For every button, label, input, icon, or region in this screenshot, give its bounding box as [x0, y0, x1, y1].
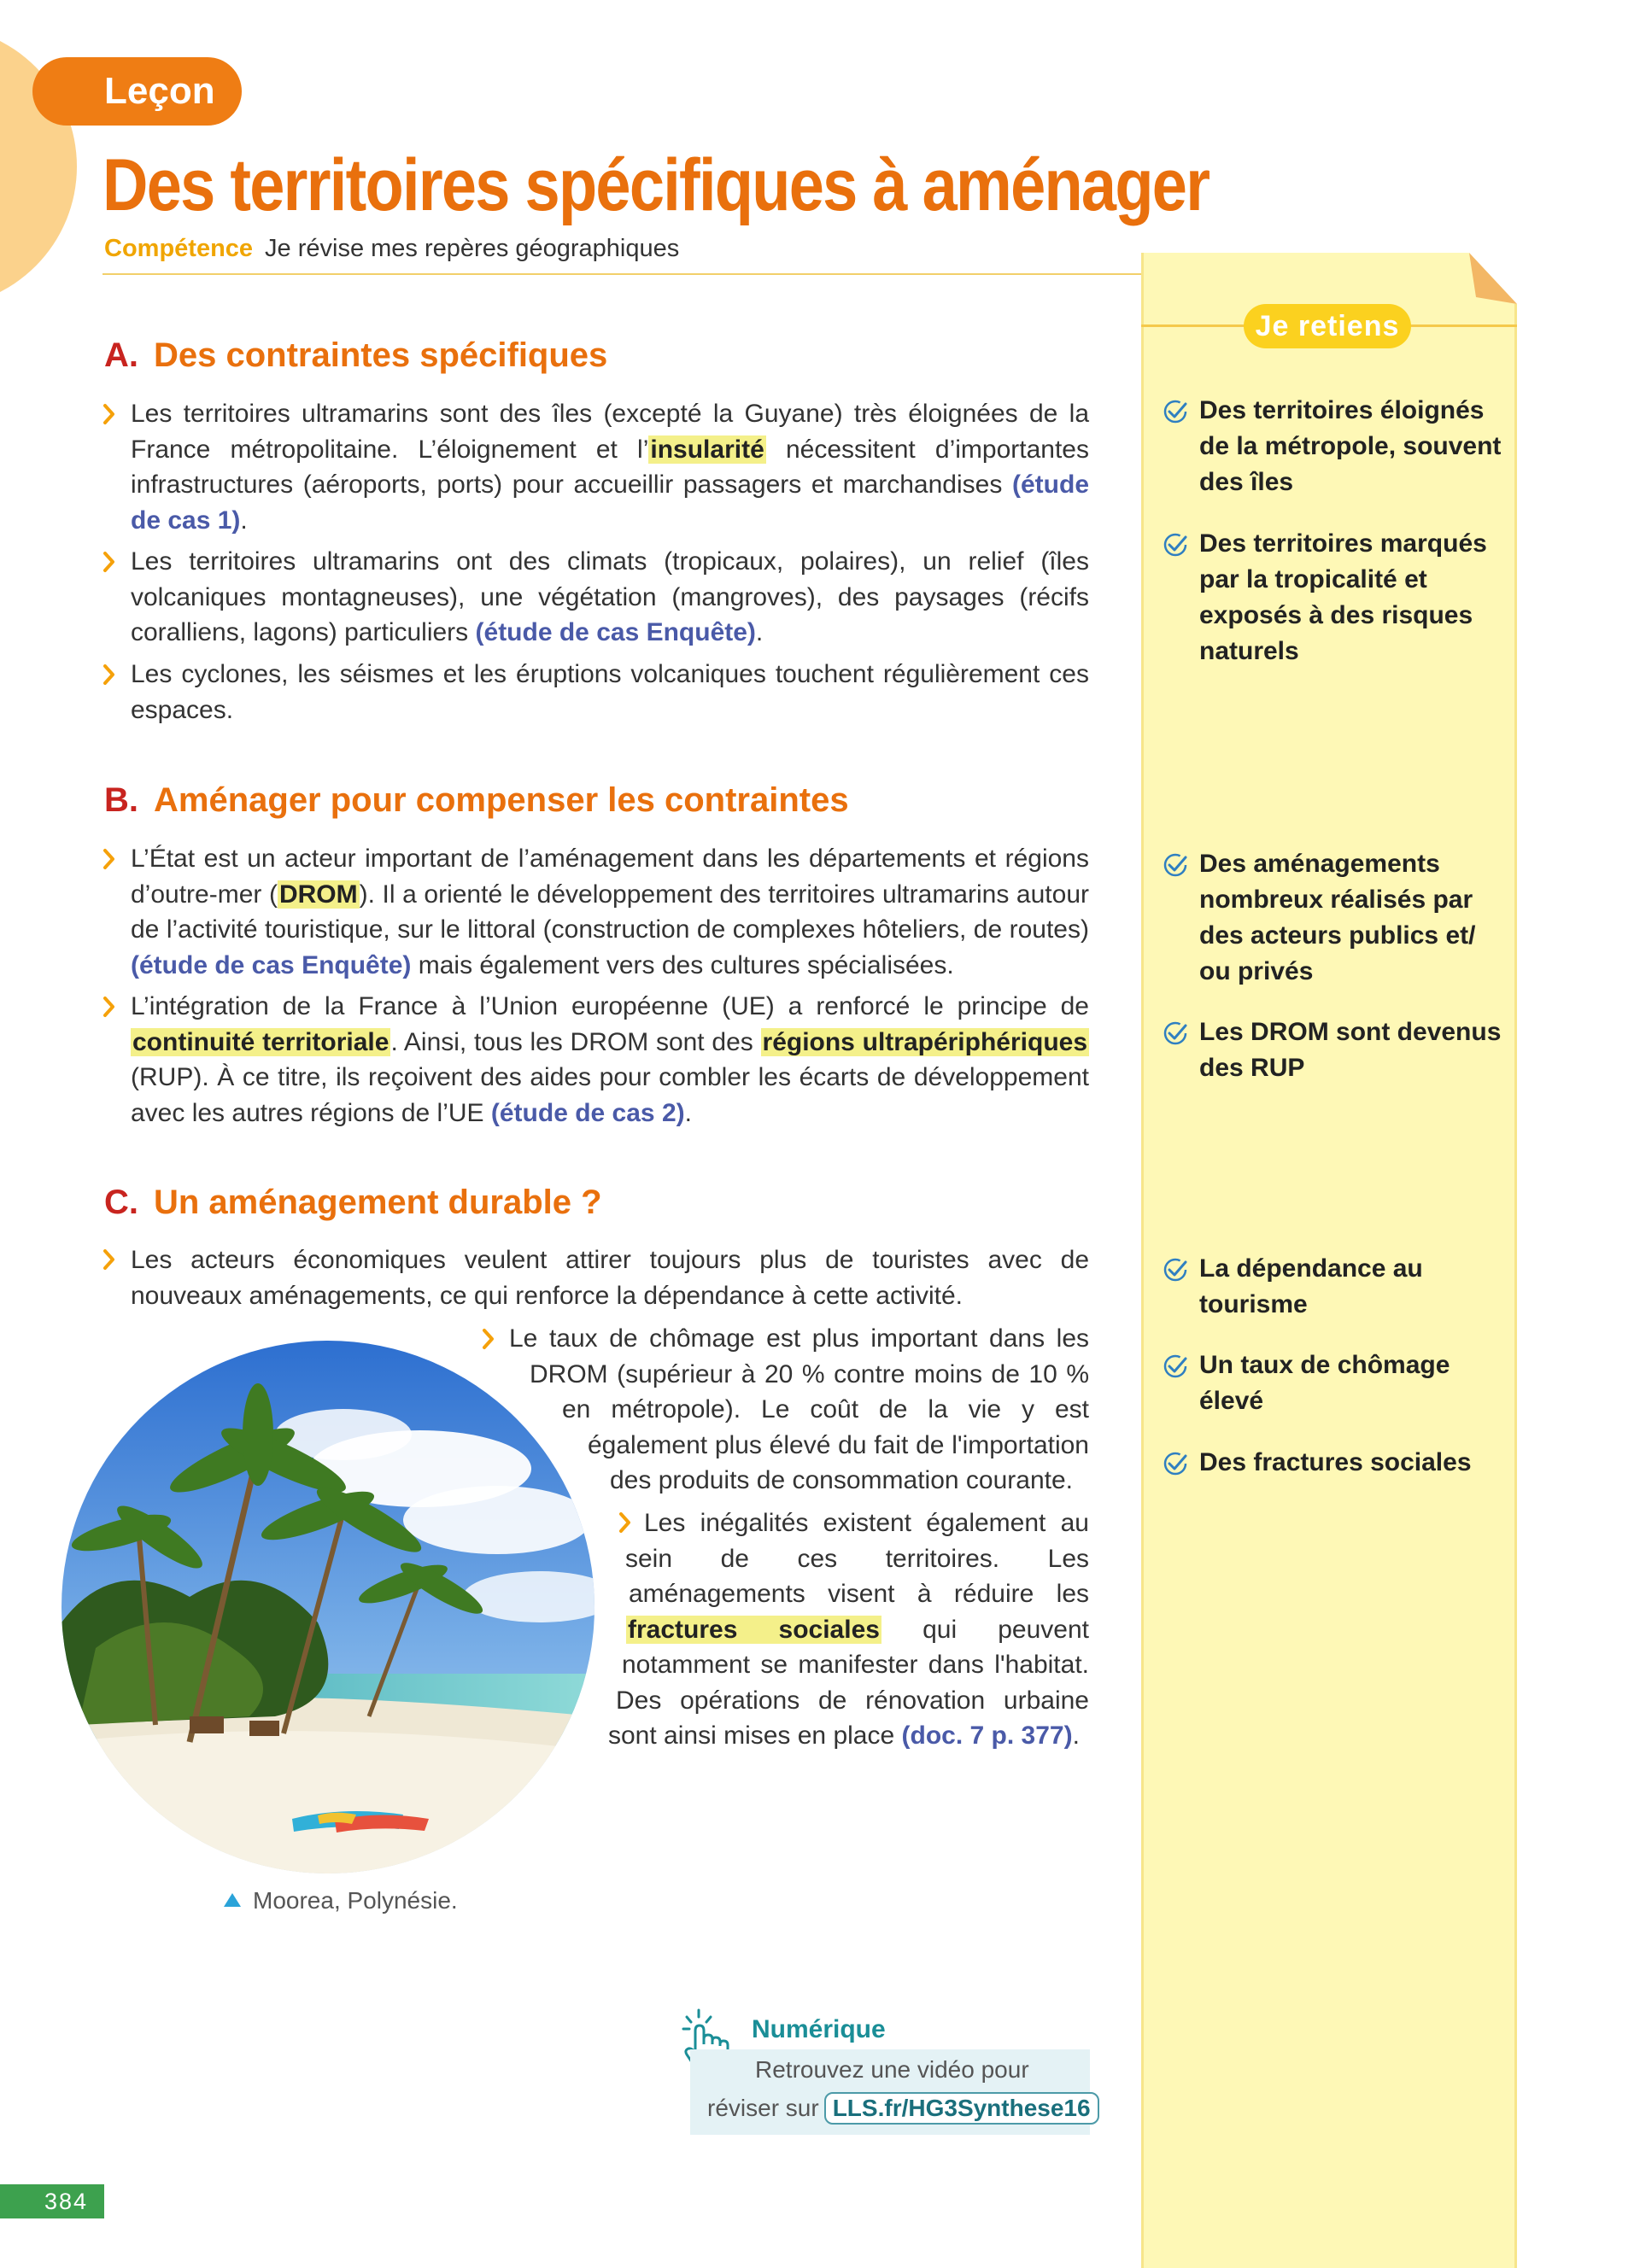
retiens-item-text: Des fractures sociales — [1199, 1448, 1472, 1476]
retiens-item — [1162, 393, 1503, 500]
section-title: Un aménagement durable ? — [154, 1184, 602, 1221]
paragraph: Les territoires ultramarins sont des îles (excepté la Guyane) très éloignées de la France métropolitaine. L’éloignement et l’insularité nécessitent d’importantes infrastructures (aéroports, ports) pour accueillir passagers et marchandises (étude de cas 1). — [131, 400, 1089, 535]
check-icon — [1162, 1450, 1189, 1477]
numerique-text: Retrouvez une vidéo pour — [755, 2056, 1029, 2083]
retiens-item-text: Un taux de chômage élevé — [1199, 1351, 1450, 1415]
reference-link[interactable]: (étude de cas Enquête) — [131, 950, 412, 979]
page-title: Des territoires spécifiques à aménager — [102, 144, 1210, 226]
reference-link[interactable]: (étude de cas Enquête) — [475, 618, 756, 646]
check-icon — [1162, 1020, 1189, 1047]
je-retiens-badge: Je retiens — [1244, 304, 1411, 348]
section-title: Des contraintes spécifiques — [154, 336, 608, 374]
beach-photo — [62, 1341, 594, 1873]
retiens-item-text: Des territoires éloignés de la métropole, souvent des îles — [1199, 396, 1502, 496]
competence-line — [104, 235, 679, 263]
paragraph: Les acteurs économiques veulent attirer toujours plus de touristes avec de nouveaux aménagements, ce qui renforce la dépendance à cette activité. — [131, 1246, 1089, 1310]
numerique-text-2: réviser sur LLS.fr/HG3Synthese16 — [707, 2092, 1099, 2125]
header-divider — [102, 273, 1145, 275]
section-letter: C. — [104, 1184, 138, 1221]
retiens-item-text: Les DROM sont devenus des RUP — [1199, 1018, 1502, 1082]
triangle-icon — [224, 1893, 241, 1907]
paragraph: L’intégration de la France à l’Union européenne (UE) a renforcé le principe de continuité territoriale. Ainsi, tous les DROM sont des régions ultrapériphériques (RUP). À ce titre, ils reçoivent des aides pour combler les écarts de développement avec les autres régions de l’UE (étude de cas 2). — [131, 992, 1089, 1127]
page-fold-icon — [1469, 253, 1517, 304]
check-icon — [1162, 398, 1189, 425]
reference-link[interactable]: (doc. 7 p. 377) — [901, 1721, 1073, 1750]
check-icon — [1162, 851, 1189, 879]
retiens-item — [1162, 1014, 1503, 1086]
chevron-right-icon — [102, 663, 116, 686]
section-c-heading — [104, 1184, 602, 1222]
video-link[interactable]: LLS.fr/HG3Synthese16 — [824, 2092, 1099, 2125]
section-b-heading — [104, 781, 849, 820]
page-number: 384 — [0, 2184, 104, 2218]
retiens-item — [1162, 846, 1503, 990]
paragraph: L’État est un acteur important de l’aménagement dans les départements et régions d’outre-mer (DROM). Il a orienté le développement des territoires ultramarins autour de l’activité touristique, sur le littoral (construction de complexes hôteliers, de routes) (étude de cas Enquête) mais également vers des cultures spécialisées. — [131, 845, 1089, 979]
chevron-right-icon — [102, 403, 116, 425]
section-a-heading — [104, 336, 607, 375]
section-letter: B. — [104, 781, 138, 819]
paragraph: Les cyclones, les séismes et les éruptions volcaniques touchent régulièrement ces espaces. — [131, 660, 1089, 724]
key-term: insularité — [650, 435, 764, 464]
competence-label: Compétence — [104, 235, 254, 262]
paragraph: Le taux de chômage est plus important dans les DROM (supérieur à 20 % contre moins de 10 % en métropole). Le coût de la vie y est également plus élevé du fait de l'importation des produits de consommation courante. — [509, 1324, 1089, 1494]
reference-link[interactable]: (étude de cas 1) — [131, 471, 1089, 535]
retiens-item-text: Des territoires marqués par la tropicalité et exposés à des risques naturels — [1199, 529, 1487, 665]
retiens-item-text: Des aménagements nombreux réalisés par des acteurs publics et/ ou privés — [1199, 850, 1476, 985]
retiens-item — [1162, 1347, 1503, 1419]
retiens-item — [1162, 1251, 1503, 1323]
competence-text: Je révise mes repères géographiques — [265, 235, 680, 262]
key-term: fractures sociales — [628, 1615, 880, 1644]
retiens-item — [1162, 526, 1503, 669]
check-icon — [1162, 1353, 1189, 1380]
numerique-title: Numérique — [752, 2015, 886, 2043]
check-icon — [1162, 531, 1189, 558]
key-term: continuité territoriale — [132, 1027, 390, 1056]
key-term: DROM — [278, 880, 358, 909]
chevron-right-icon — [102, 551, 116, 573]
photo-caption: Moorea, Polynésie. — [224, 1887, 458, 1914]
retiens-item-text: La dépendance au tourisme — [1199, 1254, 1423, 1318]
paragraph: Les inégalités existent également au sein de ces territoires. Les aménagements visent à réduire les fractures sociales qui peuvent notamment se manifester dans l'habitat. Des opérations de rénovation urbaine sont ainsi mises en place (doc. 7 p. 377). — [608, 1509, 1089, 1750]
key-term: régions ultrapériphériques — [762, 1027, 1088, 1056]
chevron-right-icon — [102, 1248, 116, 1271]
chevron-right-icon — [102, 848, 116, 870]
retiens-item — [1162, 1445, 1503, 1481]
paragraph: Les territoires ultramarins ont des climats (tropicaux, polaires), un relief (îles volcaniques montagneuses), une végétation (mangroves), des paysages (récifs coralliens, lagons) particuliers (étude de cas Enquête). — [131, 547, 1089, 646]
lesson-badge: Leçon — [32, 57, 242, 126]
chevron-right-icon — [102, 996, 116, 1018]
section-title: Aménager pour compenser les contraintes — [154, 781, 849, 819]
section-letter: A. — [104, 336, 138, 374]
check-icon — [1162, 1256, 1189, 1283]
reference-link[interactable]: (étude de cas 2) — [490, 1098, 685, 1127]
